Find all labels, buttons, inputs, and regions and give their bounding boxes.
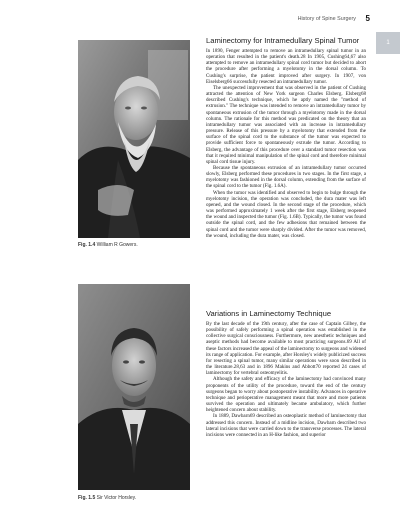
- figure-1-5-caption: [78, 495, 136, 501]
- paragraph: By the last decade of the 19th century, after the case of Captain Gilbey, the possibility of safely performing a spinal operation was established in the collective surgical consciousness. Furthermore, new anesthetic techniques and aseptic methods had become available to most practicing surgeons.69 All of these factors increased the appeal of the laminectomy to surgeons and widened its range of application. For example, after Horsley's widely publicized success for resecting a spinal tumor, many similar operations were soon described in the literature.28,63 and in 1896 Makins and Abbott70 reported 24 cases of laminectomy for vertebral osteomyelitis.: [206, 321, 366, 377]
- section-variations-laminectomy: [206, 309, 366, 438]
- figure-1-5-photo: [78, 284, 190, 490]
- portrait-gowers-image: [78, 40, 190, 238]
- paragraph: When the tumor was identified and observed to begin to bulge through the myelotomy incision, the operation was concluded, the dura mater was left opened, and the wound closed. In the second stage of the procedure, which was performed approximately 1 week after the first stage, Elsberg reopened the wound and inspected the tumor (Fig. 1.6B). Typically, the tumor was found outside the spinal cord, and the few adhesions that remained between the spinal cord and the tumor were sharply divided. After the tumor was removed, the wound, including the dura mater, was closed.: [206, 189, 366, 239]
- section-heading: Laminectomy for Intramedullary Spinal Tumor: [206, 36, 360, 45]
- paragraph: Because the spontaneous extrusion of an intramedullary tumor occurred slowly, Elsberg performed these procedures in two stages. In the first stage, a myelotomy was fashioned in the dorsal column, extending from the surface of the spinal cord to the tumor (Fig. 1.6A).: [206, 164, 366, 190]
- figure-1-5-label: Fig. 1.5: [78, 495, 96, 501]
- portrait-horsley-image: [78, 284, 190, 490]
- paragraph: Although the safety and efficacy of the laminectomy had convinced many proponents of the utility of the procedure, toward the end of the century surgeons began to worry about postoperative instability. Advances in operative technique and perioperative management meant that more and more patients survived the operation and ultimately became ambulatory, which further heightened concern about stability.: [206, 376, 366, 414]
- chapter-tab-number: 1: [386, 40, 390, 46]
- figure-1-4-caption: [78, 242, 138, 248]
- running-header: [196, 16, 370, 26]
- section-laminectomy-intramedullary: [206, 36, 366, 239]
- paragraph: The unexpected improvement that was observed in the patient of Cushing attracted the attention of New York surgeon Charles Elsberg. Elsberg68 described Cushing's technique, which he aptly named the "method of extrusion." The technique was intended to remove an intramedullary tumor by spontaneous extrusion of the tumor through a myelotomy made in the dorsal column. The rationale for this method was predicated on the theory that an intramedullary tumor was associated with an increase in intramedullary pressure. Release of this pressure by a myelotomy that extended from the surface of the spinal cord to the substance of the tumor was expected to provide sufficient force to spontaneously extrude the tumor. According to Elsberg, the advantage of this procedure over a standard tumor resection was that it required minimal manipulation of the spinal cord and therefore minimal spinal cord tissue injury.: [206, 84, 366, 165]
- section-heading: Variations in Laminectomy Technique: [206, 309, 332, 318]
- figure-1-5-text: Sir Victor Horsley.: [96, 495, 137, 501]
- figure-1-4-photo: [78, 40, 190, 238]
- chapter-tab: [376, 32, 400, 54]
- figure-1-4-text: William R Gowers.: [96, 242, 138, 248]
- page-number: 5: [365, 14, 370, 23]
- running-head-title: History of Spine Surgery: [297, 16, 356, 22]
- figure-1-4-label: Fig. 1.4: [78, 242, 96, 248]
- paragraph: In 1890, Fenger attempted to remove an intramedullary spinal tumor in an operation that resulted in the patient's death.28 In 1905, Cushing64,67 also attempted to remove an intramedullary spinal cord tumor but decided to abort the procedure after performing a myelotomy in the dorsal column. To Cushing's surprise, the patient improved after surgery. In 1907, von Eiselsberg66 successfully resected an intramedullary tumor.: [206, 48, 366, 85]
- paragraph: In 1889, Dawbarn69 described an osteoplastic method of laminectomy that addressed this concern. Instead of a midline incision, Dawbarn described two lateral incisions that were carried down to the transverse processes. The lateral incisions were connected in an H-like fashion, and superior: [206, 413, 366, 438]
